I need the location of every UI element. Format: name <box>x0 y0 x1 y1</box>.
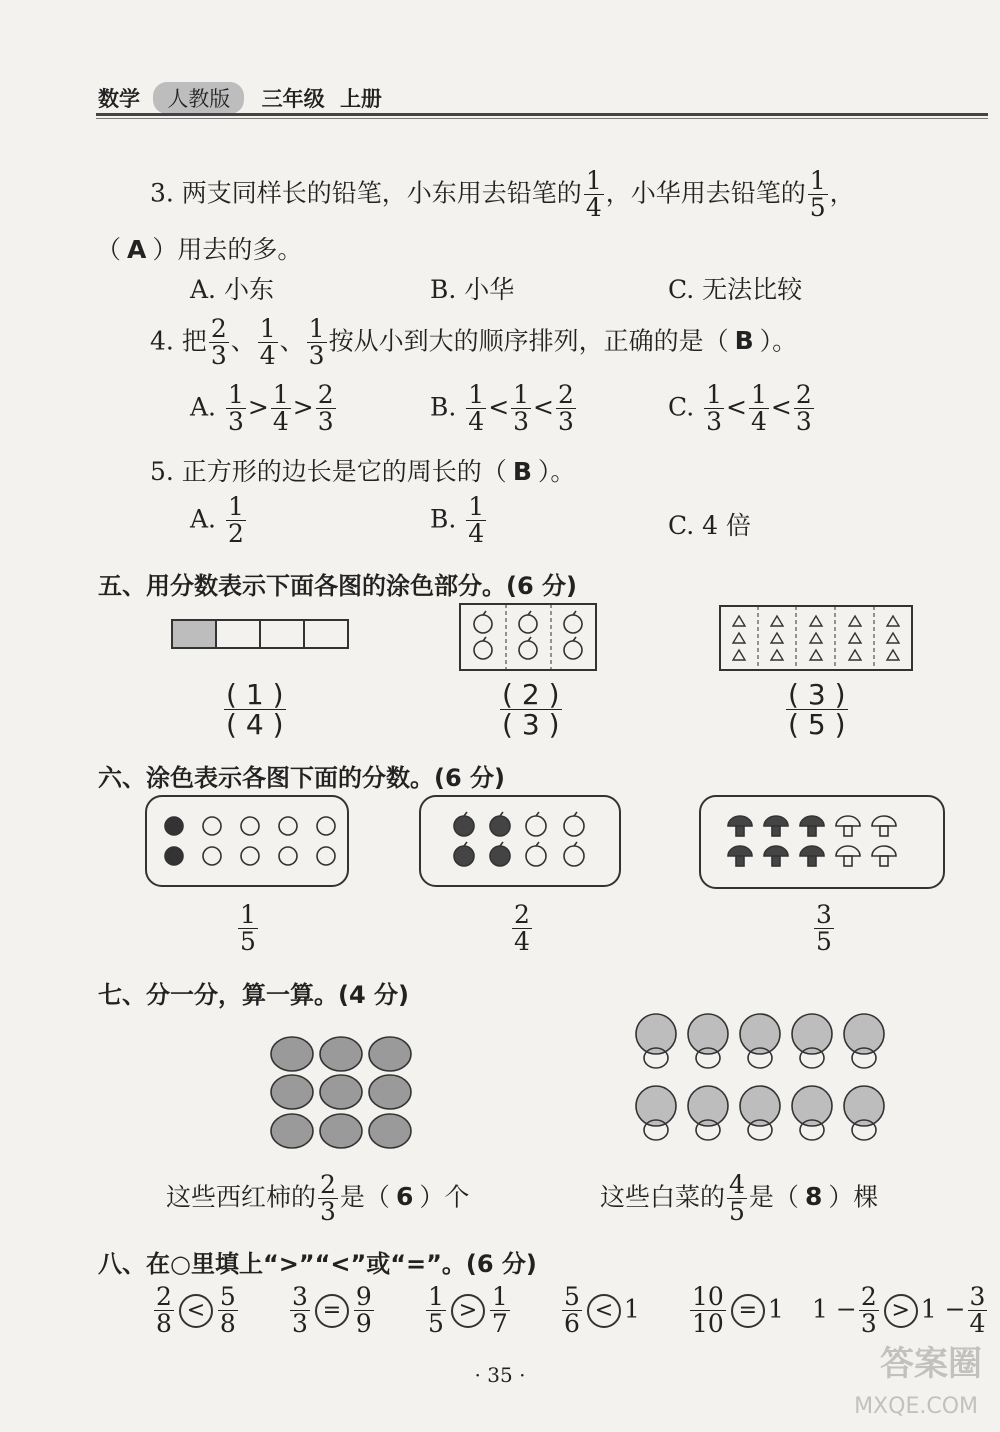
apples-box-figure <box>418 794 622 888</box>
fraction: $\frac{1}{5}$ <box>809 166 826 223</box>
q3-stem: 3. 两支同样长的铅笔，小东用去铅笔的 $\frac{1}{4}$ ，小华用去铅笔的 $\frac{1}{5}$ ， <box>150 166 855 223</box>
section7-title: 七、分一分，算一算。(4 分) <box>98 981 409 1009</box>
cabbages-figure <box>630 1010 894 1152</box>
compare-circle: > <box>884 1294 918 1328</box>
section5-title: 五、用分数表示下面各图的涂色部分。(6 分) <box>98 572 577 600</box>
sec6-fraction-2: $\frac{2}{4}$ <box>514 900 530 957</box>
page-header <box>98 82 382 114</box>
compare-item-3: $\frac{1}{5}$ > $\frac{1}{7}$ <box>428 1282 508 1339</box>
compare-item-6: 1 − $\frac{2}{3}$ > 1 − $\frac{3}{4}$ <box>812 1282 986 1339</box>
mushrooms-box-figure <box>698 794 946 890</box>
q5-option-b: B. $\frac{1}{4}$ <box>430 492 485 549</box>
tomatoes-figure <box>268 1034 414 1152</box>
section8-title: 八、在○里填上“>”“<”或“=”。(6 分) <box>98 1250 537 1278</box>
compare-item-4: $\frac{5}{6}$ < 1 <box>564 1282 640 1339</box>
header-rule-thin <box>96 118 988 119</box>
q4-option-a: A. $\frac{1}{3}$ > $\frac{1}{4}$ > $\frac{2}{3}$ <box>190 380 334 437</box>
watermark-url: MXQE.COM <box>854 1394 978 1419</box>
q4-stem: 4. 把 $\frac{2}{3}$ 、 $\frac{1}{4}$ 、 $\frac{1}{3}$ 按从小到大的顺序排列，正确的是（ B ）。 <box>150 314 798 371</box>
compare-circle: < <box>179 1294 213 1328</box>
compare-item-5: $\frac{10}{10}$ = 1 <box>692 1282 784 1339</box>
q3-option-a: A. 小东 <box>190 275 274 304</box>
fraction: $\frac{1}{4}$ <box>585 166 602 223</box>
edition-badge: 人教版 <box>153 82 244 114</box>
q4-option-b: B. $\frac{1}{4}$ < $\frac{1}{3}$ < $\frac{2}{3}$ <box>430 380 574 437</box>
compare-circle: = <box>315 1294 349 1328</box>
q3-answer: A <box>127 235 147 264</box>
sec5-answer-2: $\frac{( 2 )}{( 3 )}$ <box>502 678 560 742</box>
volume: 上册 <box>339 87 382 111</box>
q5-option-c: C. 4 倍 <box>668 511 751 540</box>
compare-item-1: $\frac{2}{8}$ < $\frac{5}{8}$ <box>156 1282 236 1339</box>
triangle-box-figure <box>718 604 914 672</box>
circles-box-figure <box>144 794 350 888</box>
subject: 数学 <box>98 87 140 111</box>
q5-answer: B <box>512 457 532 486</box>
q3-option-b: B. 小华 <box>430 275 515 304</box>
tomato-answer: 6 <box>395 1182 414 1212</box>
compare-circle: < <box>587 1294 621 1328</box>
cabbage-answer: 8 <box>804 1182 823 1212</box>
page-number: · 35 · <box>474 1363 526 1387</box>
q3-option-c: C. 无法比较 <box>668 275 803 304</box>
apple-box-figure <box>458 602 598 672</box>
q4-option-c: C. $\frac{1}{3}$ < $\frac{1}{4}$ < $\frac{2}{3}$ <box>668 380 812 437</box>
grade: 三年级 <box>261 87 325 111</box>
sec6-fraction-1: $\frac{1}{5}$ <box>240 900 256 957</box>
cabbage-statement: 这些白菜的 $\frac{4}{5}$ 是（ 8 ）棵 <box>600 1170 879 1227</box>
q5-option-a: A. $\frac{1}{2}$ <box>190 492 244 549</box>
bar-figure <box>170 618 350 652</box>
section6-title: 六、涂色表示各图下面的分数。(6 分) <box>98 764 505 792</box>
q3-answer-line: （ A ）用去的多。 <box>96 235 303 264</box>
compare-circle: = <box>731 1294 765 1328</box>
q4-answer: B <box>734 326 754 356</box>
compare-circle: > <box>451 1294 485 1328</box>
q5-stem: 5. 正方形的边长是它的周长的（ B ）。 <box>150 457 576 486</box>
header-rule <box>96 113 988 116</box>
tomato-statement: 这些西红柿的 $\frac{2}{3}$ 是（ 6 ）个 <box>166 1170 470 1227</box>
sec6-fraction-3: $\frac{3}{5}$ <box>816 900 832 957</box>
watermark-logo: 答案圈 <box>880 1344 982 1384</box>
compare-item-2: $\frac{3}{3}$ = $\frac{9}{9}$ <box>292 1282 372 1339</box>
sec5-answer-3: $\frac{( 3 )}{( 5 )}$ <box>788 678 846 742</box>
sec5-answer-1: $\frac{( 1 )}{( 4 )}$ <box>226 678 284 742</box>
